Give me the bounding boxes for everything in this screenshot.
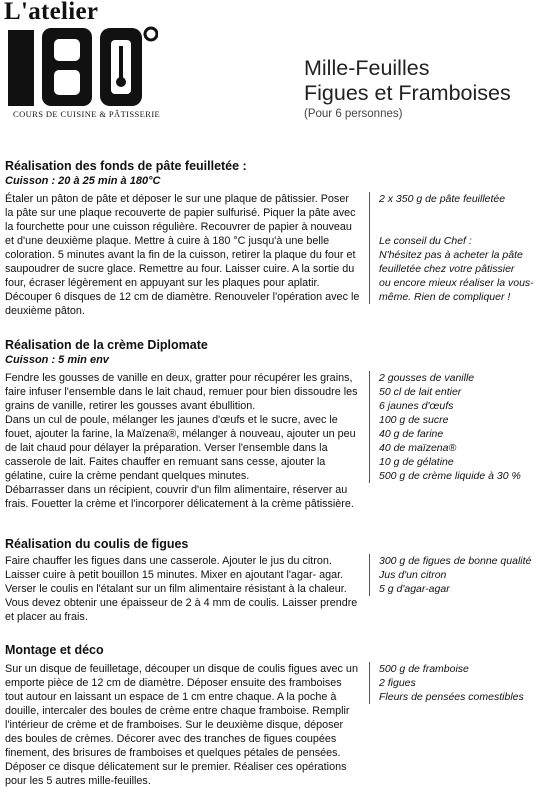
- ingredient-item: 100 g de sucre: [379, 414, 449, 426]
- chef-tip-title: Le conseil du Chef :: [379, 235, 472, 247]
- ingredient-item: 2 gousses de vanille: [379, 372, 475, 384]
- ingredient-item: 5 g d'agar-agar: [379, 583, 450, 595]
- chef-tip-line: même. Rien de compliquer !: [379, 291, 511, 303]
- chef-tip-line: ou encore mieux réaliser la vous-: [379, 277, 534, 289]
- ingredient-item: 6 jaunes d'œufs: [379, 400, 454, 412]
- ingredients-list: [369, 192, 552, 304]
- section-pate-feuilletee: [5, 158, 550, 317]
- chef-tip-line: N'hésitez pas à acheter la pâte: [379, 249, 523, 261]
- recipe-title-line-1: Mille-Feuilles: [304, 56, 430, 80]
- ingredient-item: 50 cl de lait entier: [379, 386, 462, 398]
- ingredient-item: 2 x 350 g de pâte feuilletée: [379, 193, 506, 205]
- chef-tip-line: feuilletée chez votre pâtissier: [379, 263, 515, 275]
- instruction-paragraph: Dans un cul de poule, mélanger les jaunes d'œufs et le sucre, avec le fouet, ajouter la farine, la Maïzena®, mélanger à nouveau, ajouter un peu de lait chaud pour délayer la préparation. Verser l'ensemble dans la casserole de lait. Faites chauffer en remuant sans cesse, ajouter la gélatine, cuire la crème pendant quelques minutes.: [5, 414, 356, 482]
- ingredient-item: 500 g de crème liquide à 30 %: [379, 470, 521, 482]
- ingredient-item: 10 g de gélatine: [379, 456, 454, 468]
- section-title: Réalisation de la crème Diplomate: [5, 338, 208, 352]
- section-title: Montage et déco: [5, 643, 104, 657]
- ingredient-item: Fleurs de pensées comestibles: [379, 691, 524, 703]
- ingredients-list: [369, 554, 552, 596]
- brand-name: L'atelier: [4, 0, 99, 25]
- brand-logo-180: [8, 24, 158, 108]
- recipe-title-line-2: Figues et Framboises: [304, 81, 511, 105]
- ingredients-list: [369, 662, 552, 704]
- instruction-paragraph: Étaler un pâton de pâte et déposer le sur une plaque de pâtissier. Poser la pâte sur une plaque recouverte de papier sulfurisé. Piquer la pâte avec la fourchette pour une cuisson régulière. Recouvrer de papier à nouveau et d'une deuxième plaque. Mettre à cuire à 180 °C jusqu'à une belle coloration. 5 minutes avant la fin de la cuisson, retirer la plaque du four et saupoudrer de sucre glace. Remettre au four. Laisser cuire. A la sortie du four, écraser légèrement en appuyant sur les plaques pour aplatir. Découper 6 disques de 12 cm de diamètre. Renouveler l'opération avec le deuxième pâton.: [5, 193, 360, 317]
- section-instructions: [5, 192, 360, 318]
- recipe-servings: (Pour 6 personnes): [304, 108, 403, 120]
- ingredient-item: 300 g de figues de bonne qualité: [379, 555, 532, 567]
- section-creme-diplomate: [5, 337, 550, 510]
- instruction-paragraph: Fendre les gousses de vanille en deux, gratter pour récupérer les grains, faire infuser l'ensemble dans le lait chaud, remuer pour bien dissoudre les grains de vanille, retirer les gousses avant ébullition.: [5, 372, 358, 412]
- section-cooking-time: Cuisson : 5 min env: [5, 354, 109, 366]
- ingredient-item: 2 figues: [379, 677, 416, 689]
- section-instructions: [5, 662, 360, 788]
- section-title: Réalisation du coulis de figues: [5, 537, 189, 551]
- instruction-paragraph: Faire chauffer les figues dans une casserole. Ajouter le jus du citron. Laisser cuire à petit bouillon 15 minutes. Mixer en ajoutant l'agar- agar. Verser le coulis en l'étalant sur un film alimentaire résistant à la chaleur. Vous devez obtenir une épaisseur de 2 à 4 mm de coulis. Laisser prendre et placer au frais.: [5, 555, 358, 623]
- recipe-title-block: [304, 56, 511, 120]
- section-montage-deco: [5, 642, 550, 787]
- instruction-paragraph: Débarrasser dans un récipient, couvrir d'un film alimentaire, réserver au frais. Fouetter la crème et l'incorporer délicatement à la crème pâtissière.: [5, 484, 354, 510]
- instruction-paragraph: Sur un disque de feuilletage, découper un disque de coulis figues avec un emporte pièce de 12 cm de diamètre. Déposer ensuite des framboises tout autour en laissant un espace de 1 cm entre chaque. A la poche à douille, intercaler des boules de crème entre chaque framboise. Remplir l'intérieur de crème et de framboises. Sur le deuxième disque, déposer des boules de crèmes. Décorer avec des tranches de figues coupées finement, des brisures de framboises et quelques pétales de pensées. Déposer ce disque délicatement sur le premier. Réaliser ces opérations pour les 5 autres mille-feuilles.: [5, 663, 358, 787]
- ingredients-list: [369, 371, 552, 483]
- section-instructions: [5, 554, 360, 624]
- section-coulis-figues: [5, 536, 550, 623]
- brand-tagline: COURS DE CUISINE & PÂTISSERIE: [13, 109, 161, 119]
- ingredient-item: 500 g de framboise: [379, 663, 469, 675]
- section-title: Réalisation des fonds de pâte feuilletée :: [5, 159, 247, 173]
- ingredient-item: Jus d'un citron: [379, 569, 447, 581]
- ingredient-item: 40 de maïzena®: [379, 442, 457, 454]
- section-instructions: [5, 371, 360, 511]
- ingredient-item: 40 g de farine: [379, 428, 444, 440]
- section-cooking-time: Cuisson : 20 à 25 min à 180°C: [5, 175, 161, 187]
